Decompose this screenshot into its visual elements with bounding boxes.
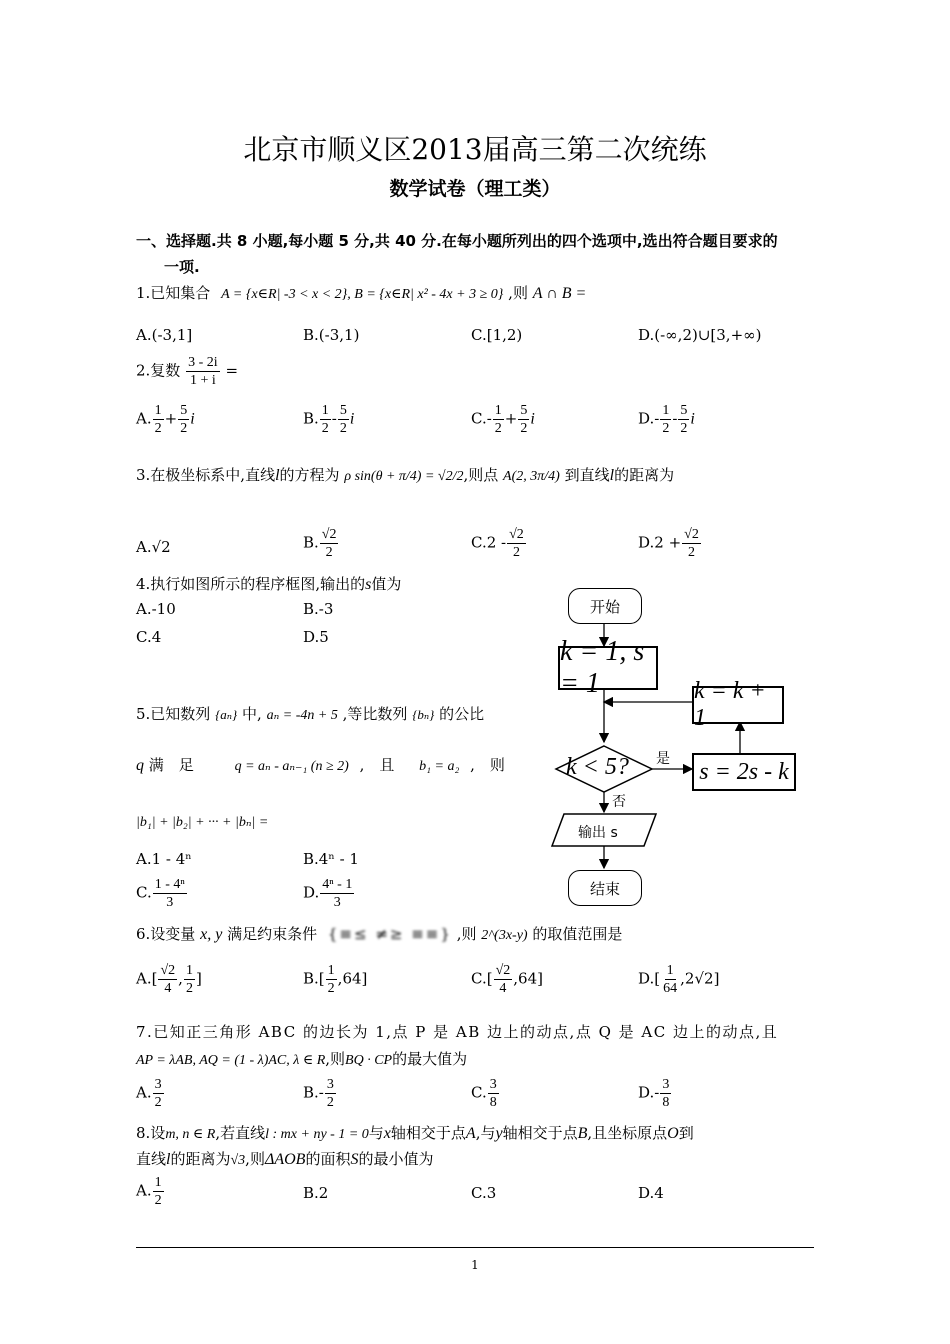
q4-option-d: D.5 (303, 628, 329, 646)
question-8-line2: 直线l的距离为√3,则ΔAOB的面积S的最小值为 (136, 1150, 434, 1168)
q3-option-a: A.√2 (136, 538, 171, 556)
q5-option-a: A.1 - 4ⁿ (136, 850, 192, 868)
q6-option-b: B.[ $\frac{1}{2}$ ,64] (303, 963, 368, 996)
q6-option-a: A.[ $\frac{√2}{4}$ , $\frac{1}{2}$ ] (136, 963, 202, 996)
q1-option-b: B.(-3,1) (303, 326, 360, 344)
q8-option-a: A. $\frac{1}{2}$ (136, 1175, 162, 1208)
q7-option-d: D.- $\frac{3}{8}$ (638, 1077, 670, 1110)
question-8-line1: 8.设m, n ∈ R,若直线l : mx + ny - 1 = 0与x轴相交于点A,与y轴相交于点B,且坐标原点O到 (136, 1124, 694, 1142)
flowchart-output: 输出 s (578, 825, 618, 841)
question-5-line2: q 满 足 q = aₙ - aₙ₋₁ (n ≥ 2) , 且 b₁ = a₂ , 则 (136, 756, 505, 774)
q2-option-d: D.- $\frac{1}{2}$ - $\frac{5}{2}$ i (638, 403, 695, 436)
q1-option-d: D.(-∞,2)∪[3,+∞) (638, 326, 762, 344)
page-title: 北京市顺义区2013届高三第二次统练 (243, 133, 707, 166)
constraint-system-blurred: {≡≤ ≠≥ ≡≡} (327, 925, 452, 943)
flowchart-update-s: s = 2s - k (692, 753, 796, 791)
q8-option-c: C.3 (471, 1184, 497, 1202)
q4-option-c: C.4 (136, 628, 162, 646)
page-subtitle: 数学试卷（理工类） (389, 178, 561, 200)
q3-option-d: D.2 + $\frac{√2}{2}$ (638, 527, 699, 560)
q3-option-b: B. $\frac{√2}{2}$ (303, 527, 337, 560)
question-3-stem: 3.在极坐标系中,直线l的方程为 ρ sin(θ + π/4) = √2/2,则点 A(2, 3π/4) 到直线l的距离为 (136, 466, 675, 484)
question-7-line1: 7.已知正三角形 ABC 的边长为 1,点 P 是 AB 边上的动点,点 Q 是 AC 边上的动点,且 (136, 1023, 779, 1041)
q8-option-b: B.2 (303, 1184, 329, 1202)
q7-option-c: C. $\frac{3}{8}$ (471, 1077, 497, 1110)
flowchart-update-k: k = k + 1 (692, 686, 784, 724)
q5-option-d: D. $\frac{\text{4ⁿ - 1}}{3}$ (303, 877, 353, 910)
question-2-stem: 2.复数 $\frac{3 - 2i}{1 + i}$ = (136, 355, 239, 388)
q8-option-d: D.4 (638, 1184, 664, 1202)
section-heading: 一、选择题.共 8 小题,每小题 5 分,共 40 分.在每小题所列出的四个选项中,选出符合题目要求的 一项. (136, 232, 778, 276)
q6-option-c: C.[ $\frac{√2}{4}$ ,64] (471, 963, 543, 996)
q1-option-c: C.[1,2) (471, 326, 523, 344)
page-number: 1 (471, 1258, 479, 1272)
q3-option-c: C.2 - $\frac{√2}{2}$ (471, 527, 524, 560)
flowchart-init: k = 1, s = 1 (558, 646, 658, 690)
q2-option-a: A. $\frac{1}{2}$ + $\frac{5}{2}$ i (136, 403, 195, 436)
q2-option-b: B. $\frac{1}{2}$ - $\frac{5}{2}$ i (303, 403, 355, 436)
q4-option-a: A.-10 (136, 600, 176, 618)
question-6-stem: 6.设变量 x, y 满足约束条件 {≡≤ ≠≥ ≡≡} ,则 2^(3x-y) 的取值范围是 (136, 925, 623, 943)
flowchart-start: 开始 (568, 588, 642, 624)
q4-option-b: B.-3 (303, 600, 334, 618)
flowchart-condition-text: k < 5? (566, 754, 629, 780)
question-5-ask: |b₁| + |b₂| + ··· + |bₙ| = (136, 815, 269, 830)
q5-option-b: B.4ⁿ - 1 (303, 850, 359, 868)
question-5-line1: 5.已知数列 {aₙ} 中, aₙ = -4n + 5 ,等比数列 {bₙ} 的公比 (136, 705, 485, 723)
q6-option-d: D.[ $\frac{1}{64}$ ,2√2] (638, 963, 720, 996)
question-1-stem: 1.已知集合 A = {x∈R| -3 < x < 2}, B = {x∈R| x² - 4x + 3 ≥ 0} ,则 A ∩ B = (136, 284, 587, 302)
q5-option-c: C. $\frac{\text{1 - 4ⁿ}}{3}$ (136, 877, 185, 910)
q1-option-a: A.(-3,1] (136, 326, 193, 344)
q7-option-b: B.- $\frac{3}{2}$ (303, 1077, 334, 1110)
q2-option-c: C.- $\frac{1}{2}$ + $\frac{5}{2}$ i (471, 403, 535, 436)
flowchart-end: 结束 (568, 870, 642, 906)
question-4-stem: 4.执行如图所示的程序框图,输出的s值为 (136, 575, 402, 593)
footer-divider (136, 1247, 814, 1248)
flowchart-yes-label: 是 (656, 751, 670, 767)
q7-option-a: A. $\frac{3}{2}$ (136, 1077, 162, 1110)
question-7-line2: AP = λAB, AQ = (1 - λ)AC, λ ∈ R,则BQ · CP的最大值为 (136, 1050, 468, 1068)
flowchart-no-label: 否 (612, 794, 626, 810)
